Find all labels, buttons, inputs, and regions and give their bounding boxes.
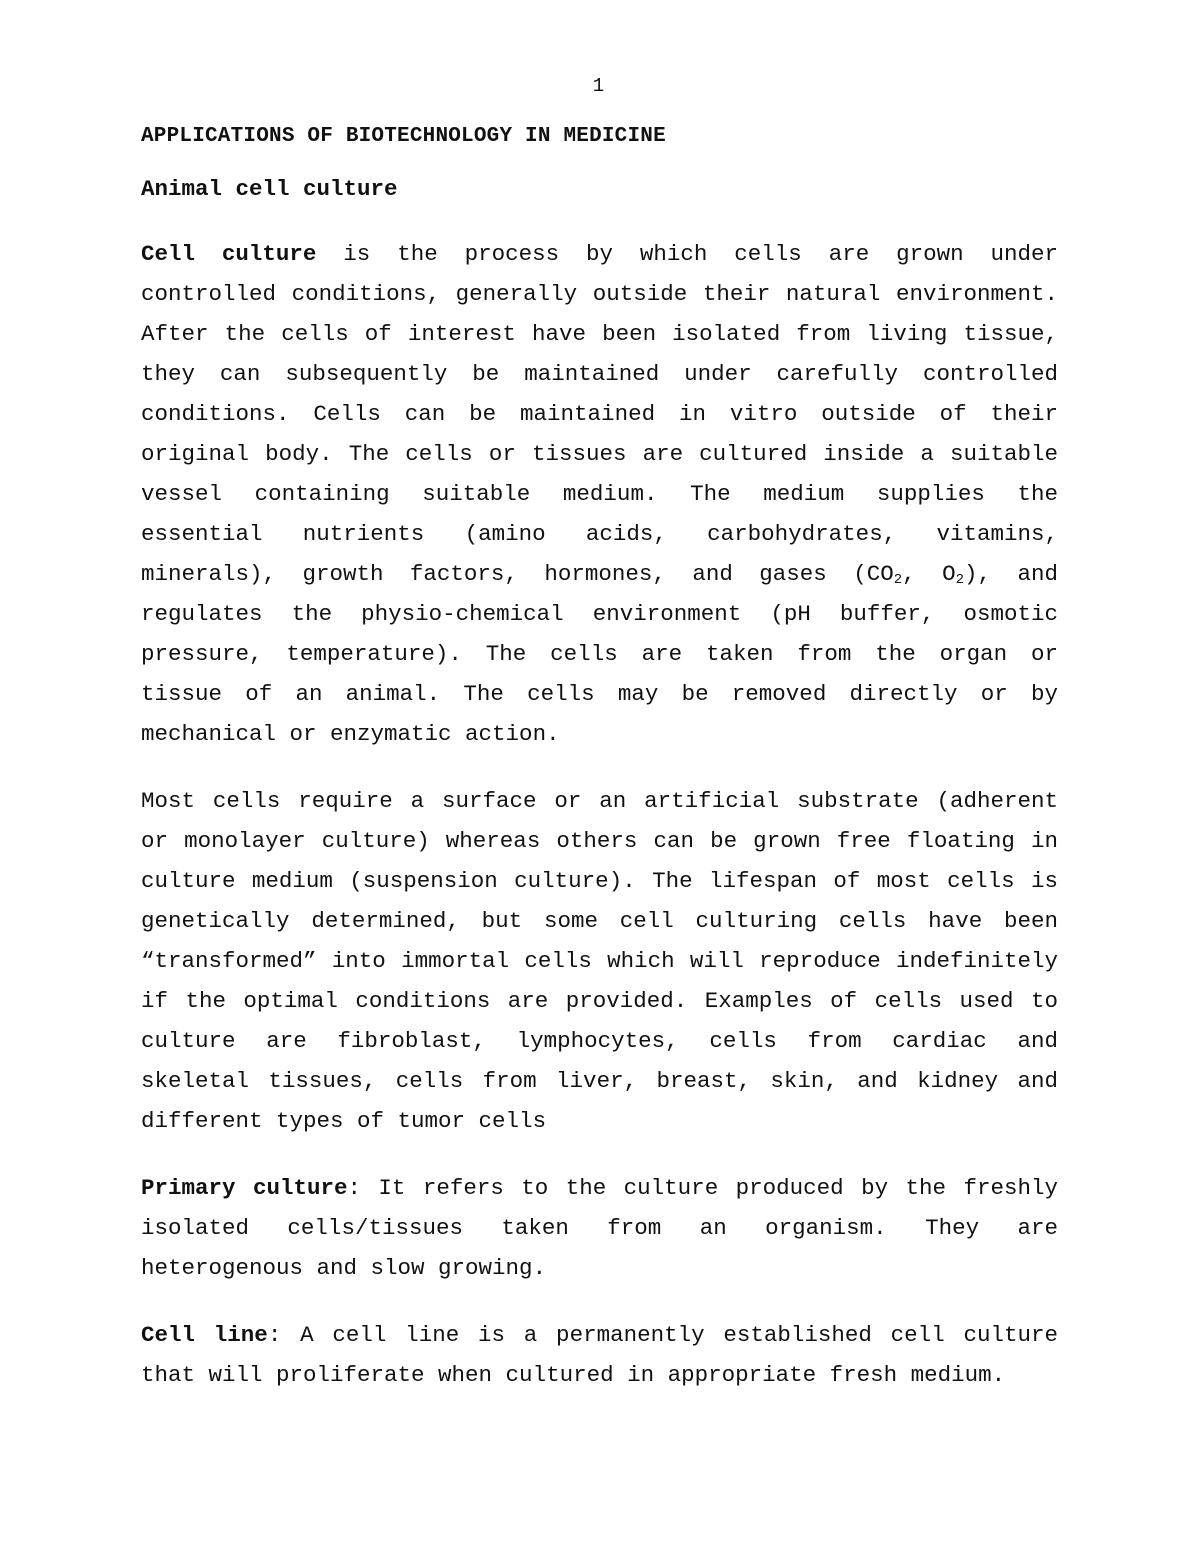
document-body <box>141 122 1058 1422</box>
term-cell-line: Cell line <box>141 1322 268 1348</box>
paragraph-cell-culture: Cell culture is the process by which cells are grown under controlled conditions, generally outside their natural environment. After the cells of interest have been isolated from living tissue, they can subsequently be maintained under carefully controlled conditions. Cells can be maintained in vitro outside of their original body. The cells or tissues are cultured inside a suitable vessel containing suitable medium. The medium supplies the essential nutrients (amino acids, carbohydrates, vitamins, minerals), growth factors, hormones, and gases ($CO_2$, $O_2$), and regulates the physio-chemical environment (pH buffer, osmotic pressure, temperature). The cells are taken from the organ or tissue of an animal. The cells may be removed directly or by mechanical or enzymatic action. <box>141 241 1058 747</box>
page-number: 1 <box>592 75 605 97</box>
paragraph-cell-line <box>141 1315 1058 1395</box>
term-primary-culture: Primary culture <box>141 1175 348 1201</box>
paragraph-text: is the process by which cells are grown under controlled conditions, generally outside their natural environment. After the cells of interest have been isolated from living tissue, they can subsequently be maintained under carefully controlled conditions. Cells can be maintained in vitro outside of their original body. The cells or tissues are cultured inside a suitable vessel containing suitable medium. The medium supplies the essential nutrients (amino acids, carbohydrates, vitamins, minerals), growth factors, hormones, and gases ( <box>141 241 1058 587</box>
formula-o2: $O_2$ <box>942 561 965 588</box>
paragraph-text: : A cell line is a permanently established cell culture that will proliferate when cultured in appropriate fresh medium. <box>141 1322 1058 1388</box>
paragraph-substrate: Most cells require a surface or an artificial substrate (adherent or monolayer culture) whereas others can be grown free floating in culture medium (suspension culture). The lifespan of most cells is genetically determined, but some cell culturing cells have been “transformed” into immortal cells which will reproduce indefinitely if the optimal conditions are provided. Examples of cells used to culture are fibroblast, lymphocytes, cells from cardiac and skeletal tissues, cells from liver, breast, skin, and kidney and different types of tumor cells <box>141 788 1058 1134</box>
paragraph-text: : It refers to the culture produced by the freshly isolated cells/tissues taken from an organism. They are heterogenous and slow growing. <box>141 1175 1058 1281</box>
document-title: APPLICATIONS OF BIOTECHNOLOGY IN MEDICINE <box>141 125 666 148</box>
formula-co2: $CO_2$ <box>866 561 903 588</box>
paragraph-primary-culture <box>141 1168 1058 1288</box>
term-cell-culture: Cell culture <box>141 241 317 267</box>
paragraph-text: ), and regulates the physio-chemical environment (pH buffer, osmotic pressure, temperature). The cells are taken from the organ or tissue of an animal. The cells may be removed directly or by mechanical or enzymatic action. <box>141 561 1058 747</box>
section-heading: Animal cell culture <box>141 176 398 202</box>
